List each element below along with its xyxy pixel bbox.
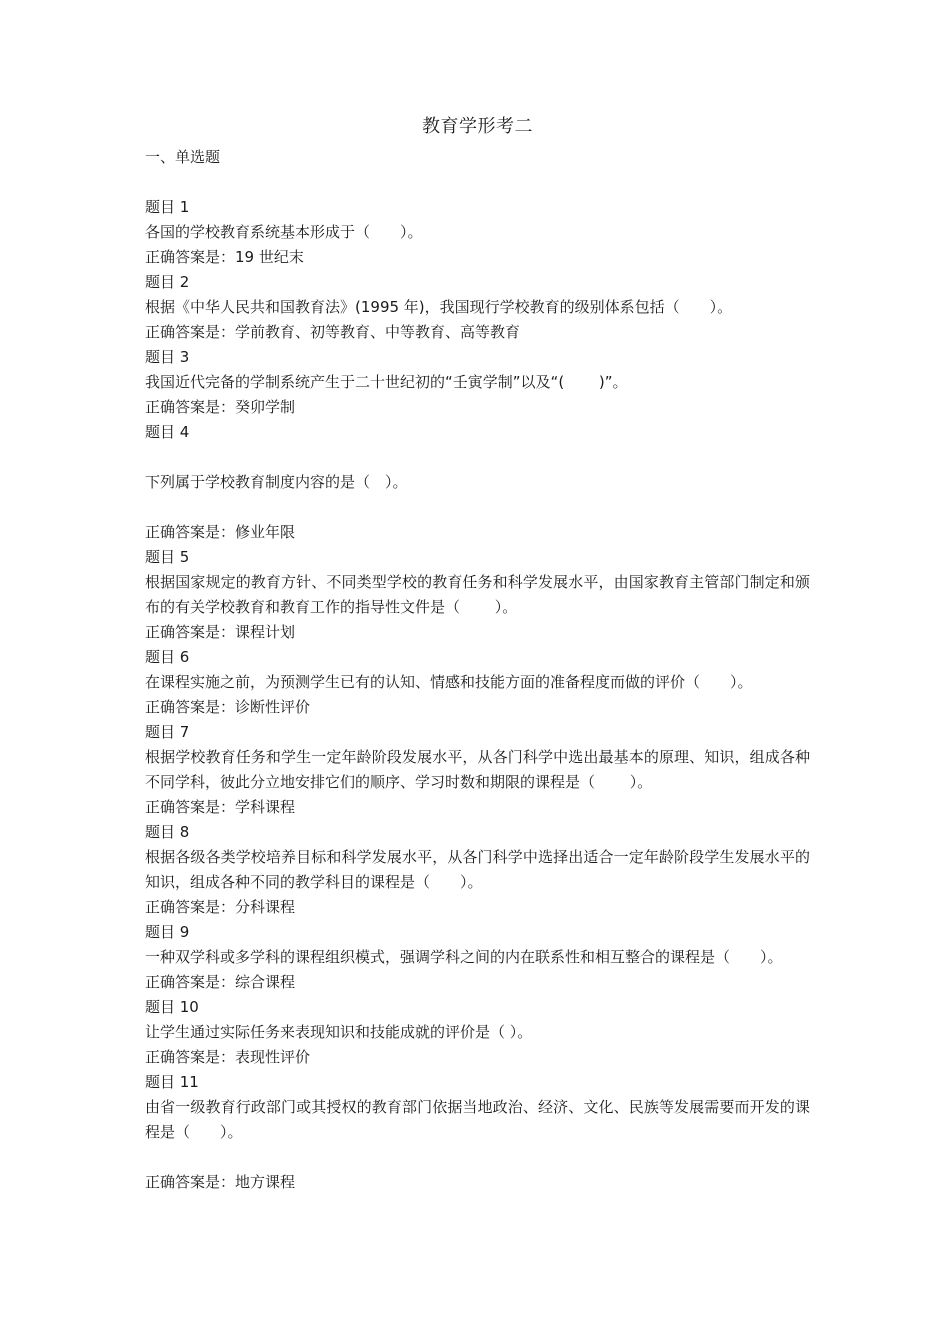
question-answer: 正确答案是：学科课程 <box>145 798 296 816</box>
question-answer: 正确答案是：修业年限 <box>145 523 296 541</box>
question-answer: 正确答案是：地方课程 <box>145 1173 296 1191</box>
question-answer: 正确答案是：综合课程 <box>145 973 296 991</box>
question-answer: 正确答案是：课程计划 <box>145 623 296 641</box>
section-gap <box>145 170 810 195</box>
question-4 <box>145 420 810 545</box>
question-text: 由省一级教育行政部门或其授权的教育部门依据当地政治、经济、文化、民族等发展需要而开发的课程是（ ）。 <box>145 1098 810 1141</box>
question-text: 各国的学校教育系统基本形成于（ ）。 <box>145 223 423 241</box>
question-text: 下列属于学校教育制度内容的是（ ）。 <box>145 473 408 491</box>
question-spacer <box>145 1145 810 1170</box>
question-label: 题目 5 <box>145 548 190 566</box>
question-label: 题目 3 <box>145 348 190 366</box>
question-label: 题目 1 <box>145 198 190 216</box>
question-answer: 正确答案是：诊断性评价 <box>145 698 311 716</box>
question-11 <box>145 1070 810 1195</box>
question-1 <box>145 195 810 270</box>
document-content <box>145 115 810 1195</box>
question-label: 题目 11 <box>145 1073 199 1091</box>
question-text: 根据学校教育任务和学生一定年龄阶段发展水平，从各门科学中选出最基本的原理、知识，组成各种不同学科，彼此分立地安排它们的顺序、学习时数和期限的课程是（ ）。 <box>145 748 810 791</box>
question-label: 题目 8 <box>145 823 190 841</box>
question-answer: 正确答案是：分科课程 <box>145 898 296 916</box>
section-heading: 一、单选题 <box>145 148 221 166</box>
question-2 <box>145 270 810 345</box>
question-label: 题目 10 <box>145 998 199 1016</box>
question-answer: 正确答案是：表现性评价 <box>145 1048 311 1066</box>
question-text: 根据国家规定的教育方针、不同类型学校的教育任务和科学发展水平，由国家教育主管部门制定和颁布的有关学校教育和教育工作的指导性文件是（ ）。 <box>145 573 810 616</box>
question-text: 我国近代完备的学制系统产生于二十世纪初的“壬寅学制”以及“( )”。 <box>145 373 628 391</box>
question-spacer <box>145 445 810 470</box>
question-8 <box>145 820 810 920</box>
question-9 <box>145 920 810 995</box>
question-answer: 正确答案是：学前教育、初等教育、中等教育、高等教育 <box>145 323 521 341</box>
question-answer: 正确答案是：19 世纪末 <box>145 248 304 266</box>
question-label: 题目 4 <box>145 423 190 441</box>
question-label: 题目 7 <box>145 723 190 741</box>
question-3 <box>145 345 810 420</box>
question-label: 题目 6 <box>145 648 190 666</box>
question-text: 根据各级各类学校培养目标和科学发展水平，从各门科学中选择出适合一定年龄阶段学生发展水平的知识，组成各种不同的教学科目的课程是（ ）。 <box>145 848 810 891</box>
question-text: 让学生通过实际任务来表现知识和技能成就的评价是（ ）。 <box>145 1023 533 1041</box>
question-text: 在课程实施之前，为预测学生已有的认知、情感和技能方面的准备程度而做的评价（ ）。 <box>145 673 753 691</box>
question-6 <box>145 645 810 720</box>
question-10 <box>145 995 810 1070</box>
question-answer: 正确答案是：癸卯学制 <box>145 398 296 416</box>
question-5 <box>145 545 810 645</box>
document-title: 教育学形考二 <box>422 116 533 137</box>
question-text: 根据《中华人民共和国教育法》(1995 年)，我国现行学校教育的级别体系包括（ ）。 <box>145 298 733 316</box>
question-spacer <box>145 495 810 520</box>
question-7 <box>145 720 810 820</box>
question-text: 一种双学科或多学科的课程组织模式，强调学科之间的内在联系性和相互整合的课程是（ ）。 <box>145 948 783 966</box>
question-label: 题目 9 <box>145 923 190 941</box>
question-label: 题目 2 <box>145 273 190 291</box>
